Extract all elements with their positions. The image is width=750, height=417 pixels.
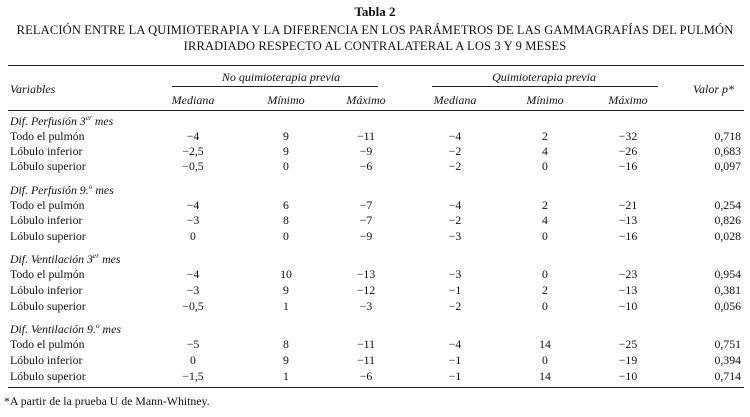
cell-mediana-2: −2 <box>448 144 462 158</box>
cell-mediana-2: −2 <box>448 159 462 173</box>
cell-maximo-1: −6 <box>359 369 373 383</box>
section-label: Dif. Perfusión 3er mes <box>10 113 114 128</box>
cell-valor-p: 0,826 <box>714 213 741 227</box>
row-label: Lóbulo superior <box>10 369 86 383</box>
cell-minimo-2: 2 <box>542 198 548 212</box>
row-label: Lóbulo superior <box>10 159 86 173</box>
cell-minimo-1: 1 <box>283 369 289 383</box>
cell-mediana-2: −3 <box>448 229 462 243</box>
table-subtitle-line-2: IRRADIADO RESPECTO AL CONTRALATERAL A LOS 3 Y 9 MESES <box>183 39 567 53</box>
cell-mediana-1: −1,5 <box>182 369 204 383</box>
cell-maximo-2: −10 <box>618 369 638 383</box>
header-minimo-2: Mínimo <box>526 93 564 107</box>
cell-minimo-1: 9 <box>283 353 289 367</box>
cell-mediana-2: −3 <box>448 267 462 281</box>
row-label: Todo el pulmón <box>10 267 85 281</box>
group1-underline <box>172 86 378 87</box>
cell-minimo-1: 8 <box>283 337 289 351</box>
table-subtitle-line-1: RELACIÓN ENTRE LA QUIMIOTERAPIA Y LA DIFERENCIA EN LOS PARÁMETROS DE LAS GAMMAGRAFÍAS DEL PULMÓN <box>16 23 734 37</box>
cell-maximo-2: −10 <box>618 299 638 313</box>
table-bottom-rule <box>8 387 744 388</box>
cell-minimo-1: 10 <box>280 267 292 281</box>
cell-maximo-1: −11 <box>356 353 376 367</box>
table-header-rule <box>8 110 744 111</box>
header-group-quimioterapia: Quimioterapia previa <box>492 70 596 84</box>
cell-minimo-2: 0 <box>542 299 548 313</box>
row-label: Todo el pulmón <box>10 337 85 351</box>
section-label: Dif. Ventilación 9.$^o$ mes <box>10 321 121 336</box>
cell-mediana-1: 0 <box>190 229 196 243</box>
row-label: Lóbulo inferior <box>10 353 83 367</box>
cell-maximo-2: −16 <box>618 229 638 243</box>
cell-valor-p: 0,254 <box>714 198 741 212</box>
cell-minimo-1: 8 <box>283 213 289 227</box>
cell-maximo-2: −23 <box>618 267 638 281</box>
cell-valor-p: 0,751 <box>714 337 741 351</box>
cell-minimo-2: 0 <box>542 353 548 367</box>
cell-maximo-1: −9 <box>359 229 373 243</box>
cell-minimo-2: 0 <box>542 159 548 173</box>
row-label: Todo el pulmón <box>10 198 85 212</box>
cell-maximo-2: −13 <box>618 213 638 227</box>
table-title: Tabla 2 <box>354 4 396 19</box>
cell-minimo-1: 0 <box>283 229 289 243</box>
cell-mediana-2: −1 <box>448 283 462 297</box>
cell-minimo-2: 0 <box>542 267 548 281</box>
group2-underline <box>432 86 658 87</box>
cell-valor-p: 0,028 <box>714 229 741 243</box>
cell-mediana-1: −4 <box>186 267 200 281</box>
cell-mediana-1: −4 <box>186 129 200 143</box>
cell-maximo-1: −11 <box>356 129 376 143</box>
cell-maximo-1: −7 <box>359 198 373 212</box>
cell-minimo-2: 4 <box>542 213 548 227</box>
cell-valor-p: 0,097 <box>714 159 741 173</box>
cell-minimo-1: 9 <box>283 283 289 297</box>
cell-maximo-2: −19 <box>618 353 638 367</box>
cell-mediana-2: −1 <box>448 353 462 367</box>
section-label: Dif. Perfusión 9.$^o$ mes <box>10 182 114 197</box>
header-variables: Variables <box>10 82 56 96</box>
cell-maximo-2: −13 <box>618 283 638 297</box>
cell-mediana-2: −4 <box>448 198 462 212</box>
cell-maximo-1: −6 <box>359 159 373 173</box>
table-top-rule <box>8 65 744 66</box>
cell-maximo-2: −26 <box>618 144 638 158</box>
cell-minimo-2: 2 <box>542 283 548 297</box>
cell-minimo-1: 1 <box>283 299 289 313</box>
cell-mediana-2: −4 <box>448 337 462 351</box>
cell-minimo-1: 0 <box>283 159 289 173</box>
cell-mediana-1: −0,5 <box>182 159 204 173</box>
header-maximo-2: Máximo <box>608 93 648 107</box>
cell-maximo-2: −21 <box>618 198 638 212</box>
header-minimo-1: Mínimo <box>267 93 305 107</box>
cell-mediana-2: −2 <box>448 213 462 227</box>
cell-minimo-2: 4 <box>542 144 548 158</box>
cell-valor-p: 0,718 <box>714 129 741 143</box>
cell-valor-p: 0,683 <box>714 144 741 158</box>
cell-maximo-1: −9 <box>359 144 373 158</box>
row-label: Todo el pulmón <box>10 129 85 143</box>
cell-mediana-2: −2 <box>448 299 462 313</box>
cell-maximo-1: −7 <box>359 213 373 227</box>
cell-mediana-2: −4 <box>448 129 462 143</box>
cell-minimo-2: 14 <box>539 369 551 383</box>
row-label: Lóbulo superior <box>10 229 86 243</box>
row-label: Lóbulo inferior <box>10 283 83 297</box>
cell-maximo-1: −3 <box>359 299 373 313</box>
cell-maximo-2: −25 <box>618 337 638 351</box>
cell-minimo-2: 2 <box>542 129 548 143</box>
header-group-no-quimioterapia: No quimioterapia previa <box>221 70 341 84</box>
cell-minimo-1: 6 <box>283 198 289 212</box>
cell-valor-p: 0,714 <box>714 369 741 383</box>
cell-mediana-1: 0 <box>190 353 196 367</box>
row-label: Lóbulo inferior <box>10 144 83 158</box>
cell-mediana-1: −4 <box>186 198 200 212</box>
header-valor-p: Valor p* <box>693 82 735 96</box>
cell-mediana-1: −3 <box>186 213 200 227</box>
cell-maximo-2: −32 <box>618 129 638 143</box>
cell-valor-p: 0,954 <box>714 267 741 281</box>
cell-minimo-1: 9 <box>283 129 289 143</box>
cell-mediana-2: −1 <box>448 369 462 383</box>
cell-mediana-1: −5 <box>186 337 200 351</box>
cell-maximo-1: −12 <box>356 283 376 297</box>
cell-valor-p: 0,056 <box>714 299 741 313</box>
row-label: Lóbulo superior <box>10 299 86 313</box>
section-label: Dif. Ventilación 3er mes <box>10 251 121 266</box>
cell-minimo-2: 14 <box>539 337 551 351</box>
cell-maximo-1: −13 <box>356 267 376 281</box>
cell-valor-p: 0,381 <box>714 283 741 297</box>
cell-maximo-1: −11 <box>356 337 376 351</box>
header-mediana-1: Mediana <box>171 93 215 107</box>
header-mediana-2: Mediana <box>433 93 477 107</box>
row-label: Lóbulo inferior <box>10 213 83 227</box>
cell-valor-p: 0,394 <box>714 353 741 367</box>
cell-mediana-1: −0,5 <box>182 299 204 313</box>
cell-minimo-2: 0 <box>542 229 548 243</box>
cell-minimo-1: 9 <box>283 144 289 158</box>
cell-maximo-2: −16 <box>618 159 638 173</box>
header-maximo-1: Máximo <box>346 93 386 107</box>
cell-mediana-1: −3 <box>186 283 200 297</box>
cell-mediana-1: −2,5 <box>182 144 204 158</box>
footnote: *A partir de la prueba U de Mann-Whitney. <box>4 394 210 408</box>
